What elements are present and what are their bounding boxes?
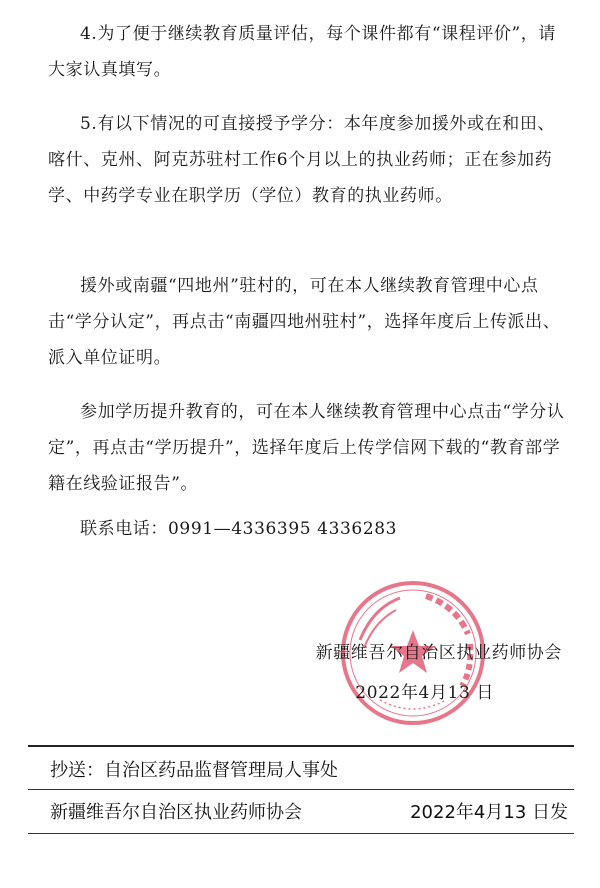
degree-paragraph (48, 394, 572, 502)
item-4-text: 4.为了便于继续教育质量评估，每个课件都有“课程评价”，请大家认真填写。 (48, 24, 557, 80)
contact-paragraph (48, 511, 572, 547)
footer-divider-top (28, 745, 574, 747)
footer-divider-middle (28, 789, 574, 790)
item-5-text: 5.有以下情况的可直接授予学分：本年度参加援外或在和田、喀什、克州、阿克苏驻村工作6个月以上的执业药师；正在参加药学、中药学专业在职学历（学位）教育的执业药师。 (48, 114, 556, 206)
degree-text: 参加学历提升教育的，可在本人继续教育管理中心点击“学分认定”，再点击“学历提升”，选择年度后上传学信网下载的“教育部学籍在线验证报告”。 (48, 402, 565, 494)
aid-work-text: 援外或南疆“四地州”驻村的，可在本人继续教育管理中心点击“学分认定”，再点击“南疆四地州驻村”，选择年度后上传派出、派入单位证明。 (48, 276, 561, 368)
item-5-paragraph (48, 106, 572, 214)
signing-date: 2022年4月13 日 (355, 683, 494, 703)
aid-work-paragraph (48, 268, 572, 376)
signing-organization: 新疆维吾尔自治区执业药师协会 (315, 643, 562, 663)
issuing-organization: 新疆维吾尔自治区执业药师协会 (50, 802, 302, 823)
contact-phone-text: 联系电话：0991—4336395 4336283 (80, 519, 398, 539)
item-4-paragraph (48, 16, 572, 88)
cc-recipients: 抄送：自治区药品监督管理局人事处 (50, 760, 338, 781)
issued-date: 2022年4月13 日发 (410, 802, 568, 823)
footer-divider-bottom (28, 833, 574, 834)
